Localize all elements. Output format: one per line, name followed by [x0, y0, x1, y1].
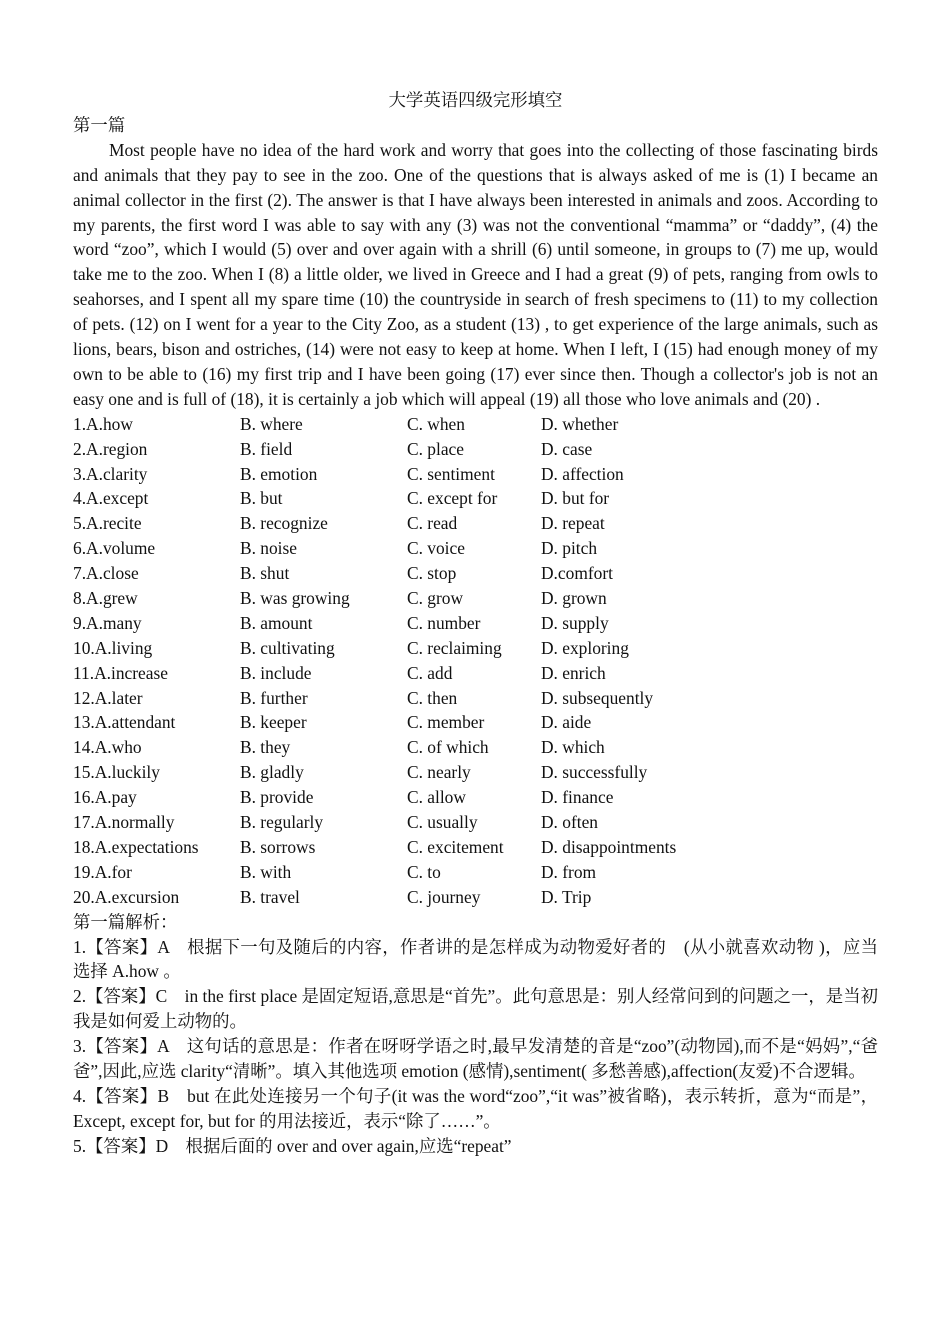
option-a: 12.A.later — [73, 687, 143, 708]
option-d: D. enrich — [541, 662, 606, 683]
option-c: C. reclaiming — [407, 637, 502, 658]
option-a: 18.A.expectations — [73, 836, 199, 857]
option-row — [73, 686, 878, 711]
option-d: D. from — [541, 861, 597, 882]
answer-item: 3.【答案】A 这句话的意思是：作者在呀呀学语之时,最早发清楚的音是“zoo”(动物园),而不是“妈妈”,“爸爸”,因此,应选 clarity“清晰”。填入其他选项 emotion (感情),sentiment( 多愁善感),affection(友爱)不合逻辑。 — [73, 1036, 878, 1082]
option-c: C. of which — [407, 737, 489, 758]
option-d: D. supply — [541, 612, 609, 633]
option-b: B. include — [240, 662, 312, 683]
option-a: 19.A.for — [73, 861, 132, 882]
option-b: B. recognize — [240, 513, 328, 534]
option-row — [73, 810, 878, 835]
option-a: 15.A.luckily — [73, 762, 160, 783]
option-a: 3.A.clarity — [73, 463, 148, 484]
answer-item: 1.【答案】A 根据下一句及随后的内容，作者讲的是怎样成为动物爱好者的 (从小就喜欢动物 )，应当选择 A.how 。 — [73, 936, 878, 982]
option-d: D. whether — [541, 413, 619, 434]
option-d: D. repeat — [541, 513, 605, 534]
option-b: B. emotion — [240, 463, 318, 484]
option-a: 13.A.attendant — [73, 712, 176, 733]
answer-item: 2.【答案】C in the first place 是固定短语,意思是“首先”。此句意思是：别人经常问到的问题之一，是当初我是如何爱上动物的。 — [73, 986, 878, 1032]
option-d: D. successfully — [541, 762, 648, 783]
option-c: C. excitement — [407, 836, 504, 857]
option-c: C. when — [407, 413, 465, 434]
option-c: C. add — [407, 662, 453, 683]
option-c: C. allow — [407, 787, 466, 808]
option-b: B. with — [240, 861, 292, 882]
option-a: 16.A.pay — [73, 787, 137, 808]
option-c: C. sentiment — [407, 463, 495, 484]
option-d: D.comfort — [541, 563, 613, 584]
option-row — [73, 636, 878, 661]
option-a: 6.A.volume — [73, 538, 156, 559]
option-b: B. was growing — [240, 588, 350, 609]
option-b: B. they — [240, 737, 291, 758]
option-c: C. except for — [407, 488, 498, 509]
option-b: B. regularly — [240, 812, 324, 833]
option-row — [73, 735, 878, 760]
option-d: D. aide — [541, 712, 592, 733]
option-a: 7.A.close — [73, 563, 139, 584]
option-a: 2.A.region — [73, 438, 148, 459]
option-b: B. gladly — [240, 762, 304, 783]
option-row — [73, 536, 878, 561]
answers-list — [73, 935, 878, 1159]
option-a: 9.A.many — [73, 612, 142, 633]
option-c: C. nearly — [407, 762, 471, 783]
option-row — [73, 611, 878, 636]
option-d: D. but for — [541, 488, 610, 509]
option-b: B. further — [240, 687, 308, 708]
option-d: D. pitch — [541, 538, 598, 559]
option-b: B. provide — [240, 787, 314, 808]
option-row — [73, 835, 878, 860]
option-b: B. cultivating — [240, 637, 335, 658]
option-row — [73, 860, 878, 885]
option-row — [73, 437, 878, 462]
option-a: 10.A.living — [73, 637, 153, 658]
option-a: 8.A.grew — [73, 588, 138, 609]
document-title: 大学英语四级完形填空 — [388, 90, 563, 110]
option-c: C. grow — [407, 588, 464, 609]
option-d: D. exploring — [541, 637, 629, 658]
option-c: C. voice — [407, 538, 465, 559]
option-row — [73, 462, 878, 487]
option-c: C. read — [407, 513, 458, 534]
option-d: D. subsequently — [541, 687, 654, 708]
option-d: D. often — [541, 812, 598, 833]
option-b: B. but — [240, 488, 283, 509]
option-c: C. number — [407, 612, 481, 633]
option-row — [73, 412, 878, 437]
option-b: B. amount — [240, 612, 313, 633]
option-a: 4.A.except — [73, 488, 149, 509]
option-d: D. which — [541, 737, 605, 758]
analysis-title: 第一篇解析： — [73, 911, 178, 932]
option-a: 5.A.recite — [73, 513, 142, 534]
option-a: 17.A.normally — [73, 812, 175, 833]
option-d: D. Trip — [541, 886, 592, 907]
option-b: B. noise — [240, 538, 298, 559]
section-label: 第一篇 — [73, 114, 126, 135]
option-row — [73, 511, 878, 536]
option-row — [73, 710, 878, 735]
option-a: 14.A.who — [73, 737, 142, 758]
answer-item: 5.【答案】D 根据后面的 over and over again,应选“repeat” — [73, 1135, 512, 1156]
option-a: 20.A.excursion — [73, 886, 180, 907]
option-d: D. finance — [541, 787, 614, 808]
cloze-passage: Most people have no idea of the hard work and worry that goes into the collecting of those fascinating birds and animals that they pay to see in the zoo. One of the questions that is always asked of me is (1) I became an animal collector in the first (2). The answer is that I have always been interested in animals and zoos. According to my parents, the first word I was able to say with any (3) was not the conventional “mamma” or “daddy”, (4) the word “zoo”, which I would (5) over and over again with a shrill (6) until someone, in groups to (7) me up, would take me to the zoo. When I (8) a little older, we lived in Greece and I had a great (9) of pets, ranging from owls to seahorses, and I spent all my spare time (10) the countryside in search of fresh specimens to (11) to my collection of pets. (12) on I went for a year to the City Zoo, as a student (13) , to get experience of the large animals, such as lions, bears, bison and ostriches, (14) were not easy to keep at home. When I left, I (15) had enough money of my own to be able to (16) my first trip and I have been going (17) ever since then. Though a collector's job is not an easy one and is full of (18), it is certainly a job which will appeal (19) all those who love animals and (20) . — [73, 139, 878, 409]
option-c: C. place — [407, 438, 464, 459]
option-b: B. sorrows — [240, 836, 316, 857]
option-b: B. where — [240, 413, 303, 434]
option-row — [73, 586, 878, 611]
option-d: D. case — [541, 438, 593, 459]
option-row — [73, 760, 878, 785]
option-c: C. member — [407, 712, 485, 733]
option-d: D. disappointments — [541, 836, 677, 857]
option-c: C. then — [407, 687, 458, 708]
option-d: D. affection — [541, 463, 624, 484]
option-b: B. shut — [240, 563, 290, 584]
option-c: C. stop — [407, 563, 457, 584]
option-row — [73, 661, 878, 686]
option-row — [73, 561, 878, 586]
option-a: 1.A.how — [73, 413, 133, 434]
option-a: 11.A.increase — [73, 662, 168, 683]
options-list — [73, 412, 878, 910]
option-d: D. grown — [541, 588, 607, 609]
option-row — [73, 885, 878, 910]
option-c: C. journey — [407, 886, 481, 907]
option-b: B. field — [240, 438, 293, 459]
option-row — [73, 785, 878, 810]
answer-item: 4.【答案】B but 在此处连接另一个句子(it was the word“zoo”,“it was”被省略)，表示转折，意为“而是”，Except, except for, but for 的用法接近，表示“除了……”。 — [73, 1085, 878, 1131]
option-b: B. keeper — [240, 712, 307, 733]
document-page — [73, 88, 878, 1159]
option-row — [73, 486, 878, 511]
option-c: C. usually — [407, 812, 478, 833]
option-b: B. travel — [240, 886, 300, 907]
option-c: C. to — [407, 861, 441, 882]
